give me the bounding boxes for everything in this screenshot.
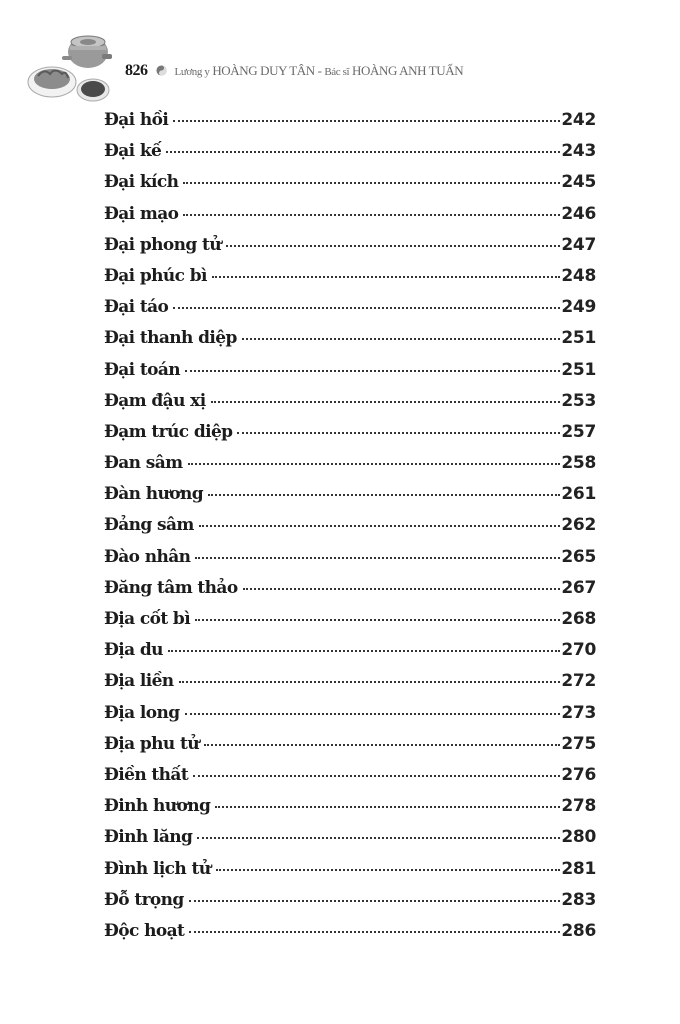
dot-leader [185,713,561,715]
dot-leader [211,401,561,403]
entry-page-number: 275 [561,733,596,754]
toc-entry[interactable] [104,422,596,453]
toc-entry[interactable] [104,204,596,235]
toc-entry[interactable] [104,734,596,765]
toc-entry[interactable] [104,484,596,515]
entry-name: Đỗ trọng [104,889,184,910]
entry-page-number: 278 [561,796,596,817]
entry-name: Đại hồi [104,110,169,130]
entry-name: Đăng tâm thảo [104,577,238,598]
entry-name: Đảng sâm [104,515,194,536]
dot-leader [185,370,560,372]
entry-name: Đinh lăng [104,827,193,848]
entry-name: Đạm trúc diệp [104,421,233,442]
entry-name: Địa cốt bì [104,609,191,629]
entry-name: Đào nhân [104,546,191,567]
entry-page-number: 268 [561,609,596,629]
entry-name: Đình lịch tử [104,858,211,879]
toc-entry[interactable] [104,609,596,640]
entry-name: Địa du [104,640,163,661]
toc-entry[interactable] [104,110,596,141]
dot-leader [226,245,560,247]
dot-leader [204,744,560,746]
table-of-contents [104,110,596,952]
dot-leader [242,338,561,340]
entry-name: Đạm đậu xị [104,390,206,411]
entry-page-number: 262 [561,515,596,536]
entry-page-number: 272 [561,671,596,692]
entry-page-number: 245 [561,172,596,193]
toc-entry[interactable] [104,578,596,609]
author-2: HOÀNG ANH TUẤN [352,63,464,78]
dot-leader [215,806,560,808]
toc-entry[interactable] [104,859,596,890]
entry-name: Đại thanh diệp [104,328,237,349]
entry-name: Đại phong tử [104,234,222,255]
running-header [125,62,463,80]
toc-entry[interactable] [104,141,596,172]
dot-leader [208,494,560,496]
entry-page-number: 281 [561,858,596,879]
toc-entry[interactable] [104,796,596,827]
entry-page-number: 265 [561,546,596,567]
dot-leader [197,837,560,839]
dot-leader [216,869,561,871]
toc-entry[interactable] [104,328,596,359]
entry-page-number: 246 [561,203,596,224]
toc-entry[interactable] [104,172,596,203]
entry-page-number: 251 [561,359,596,380]
toc-entry[interactable] [104,515,596,546]
entry-name: Đại táo [104,297,169,318]
entry-name: Độc hoạt [104,920,185,941]
entry-page-number: 257 [561,421,596,442]
toc-entry[interactable] [104,921,596,952]
entry-name: Đàn hương [104,484,204,505]
dot-leader [179,681,561,683]
entry-page-number: 249 [561,297,596,318]
dot-leader [168,650,561,652]
entry-page-number: 247 [561,234,596,255]
entry-name: Địa long [104,702,180,723]
entry-name: Đan sâm [104,453,183,474]
toc-entry[interactable] [104,297,596,328]
author-1: HOÀNG DUY TÂN [212,63,315,78]
entry-name: Đại mạo [104,203,179,224]
toc-entry[interactable] [104,360,596,391]
entry-page-number: 253 [561,390,596,411]
toc-entry[interactable] [104,827,596,858]
dot-leader [189,900,561,902]
entry-page-number: 283 [561,889,596,910]
entry-name: Địa liền [104,671,174,692]
entry-page-number: 248 [561,265,596,286]
dot-leader [183,214,560,216]
dot-leader [237,432,560,434]
dot-leader [183,182,560,184]
title-separator: - [317,63,322,78]
toc-entry[interactable] [104,890,596,921]
entry-page-number: 280 [561,827,596,848]
entry-name: Địa phu tử [104,733,199,754]
entry-page-number: 261 [561,484,596,505]
toc-entry[interactable] [104,266,596,297]
dot-leader [195,619,560,621]
herbal-medicine-illustration [26,28,121,104]
dot-leader [195,557,560,559]
page-header [0,0,680,105]
toc-entry[interactable] [104,703,596,734]
entry-page-number: 276 [561,764,596,785]
entry-page-number: 251 [561,328,596,349]
dot-leader [199,525,561,527]
dot-leader [193,775,560,777]
page-number: 826 [125,62,148,79]
entry-name: Đại toán [104,359,181,380]
running-title [175,63,464,79]
toc-entry[interactable] [104,547,596,578]
entry-page-number: 270 [561,640,596,661]
toc-entry[interactable] [104,765,596,796]
entry-page-number: 242 [561,110,596,130]
entry-name: Đại phúc bì [104,265,207,286]
entry-name: Đại kích [104,172,179,193]
dot-leader [173,120,560,122]
title-prefix: Lương y [174,66,210,78]
toc-entry[interactable] [104,671,596,702]
entry-name: Điền thất [104,764,189,785]
toc-entry[interactable] [104,391,596,422]
entry-name: Đại kế [104,141,162,162]
entry-page-number: 286 [561,920,596,941]
entry-page-number: 267 [561,577,596,598]
toc-entry[interactable] [104,640,596,671]
dot-leader [243,588,561,590]
dot-leader [188,463,561,465]
title-prefix-2: Bác sĩ [324,66,350,78]
entry-page-number: 258 [561,453,596,474]
dot-leader [166,151,560,153]
yin-yang-icon [156,65,167,76]
entry-name: Đinh hương [104,796,211,817]
dot-leader [212,276,561,278]
dot-leader [173,307,560,309]
toc-entry[interactable] [104,235,596,266]
dot-leader [189,931,560,933]
entry-page-number: 273 [561,702,596,723]
toc-entry[interactable] [104,453,596,484]
entry-page-number: 243 [561,141,596,162]
